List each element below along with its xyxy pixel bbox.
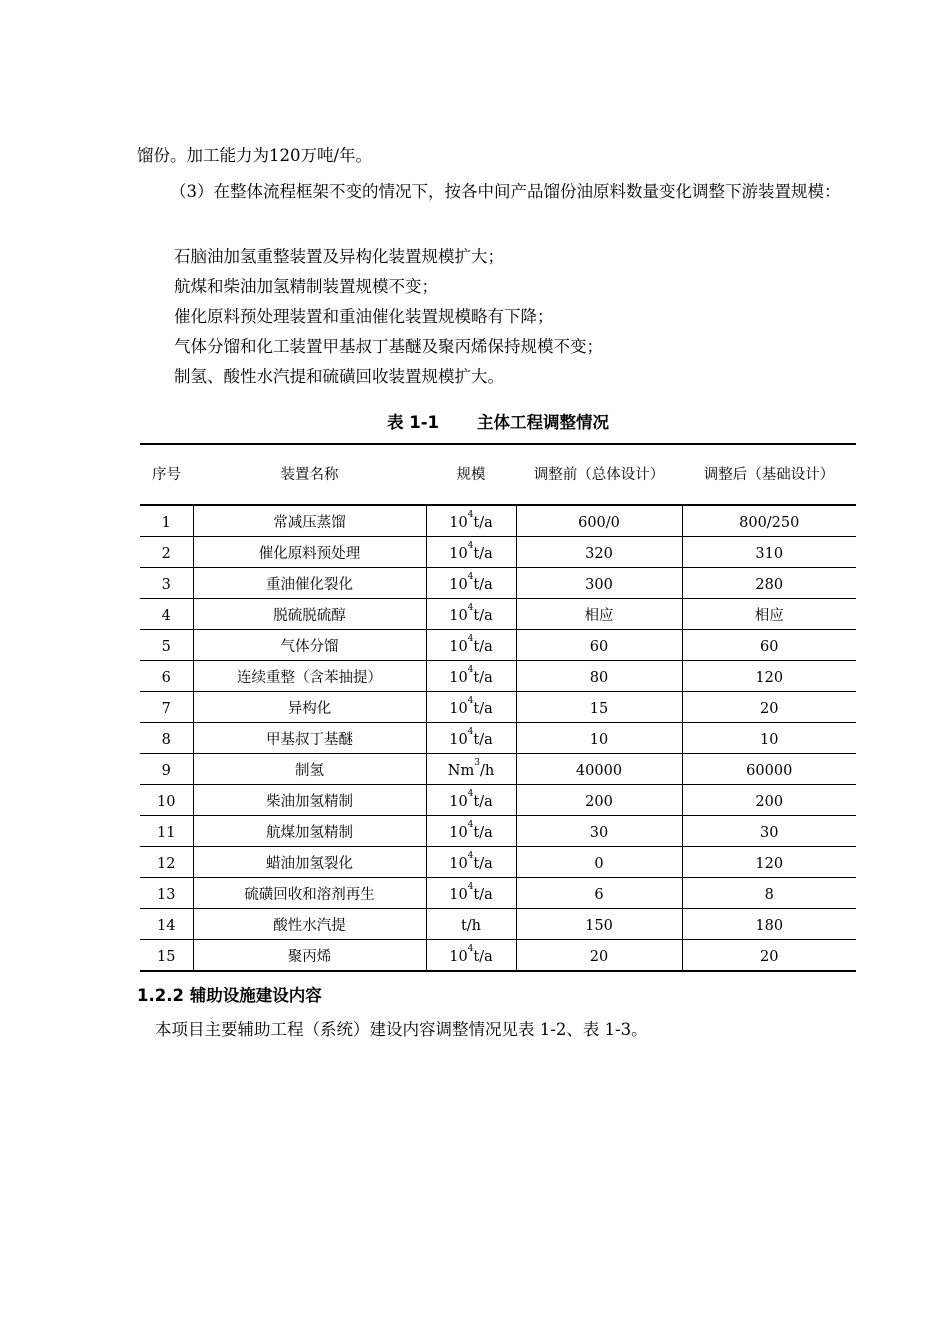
- cell-scale: [426, 630, 516, 661]
- cell-scale: [426, 723, 516, 754]
- cell-name: 聚丙烯: [193, 940, 426, 972]
- unit-superscript: 4: [467, 882, 474, 892]
- cell-scale: [426, 785, 516, 816]
- table-row: [140, 785, 856, 816]
- unit-tail: t/a: [473, 794, 493, 810]
- cell-name: 催化原料预处理: [193, 537, 426, 568]
- cell-name: 蜡油加氢裂化: [193, 847, 426, 878]
- unit-superscript: 4: [467, 944, 474, 954]
- table-row: [140, 847, 856, 878]
- cell-after: 800/250: [682, 505, 856, 537]
- cell-before: 0: [516, 847, 682, 878]
- cell-scale: [426, 661, 516, 692]
- table-row: [140, 599, 856, 630]
- table-row: [140, 661, 856, 692]
- cell-scale: [426, 940, 516, 972]
- unit-superscript: 4: [467, 603, 474, 613]
- cell-name: 气体分馏: [193, 630, 426, 661]
- cell-name: 异构化: [193, 692, 426, 723]
- table-row: [140, 723, 856, 754]
- cell-scale: [426, 754, 516, 785]
- cell-no: 3: [140, 568, 193, 599]
- table-row: [140, 878, 856, 909]
- cell-before: 60: [516, 630, 682, 661]
- cell-scale: [426, 847, 516, 878]
- cell-no: 15: [140, 940, 193, 972]
- cell-after: 30: [682, 816, 856, 847]
- header-no: 序号: [140, 444, 193, 505]
- cell-before: 20: [516, 940, 682, 972]
- cell-before: 200: [516, 785, 682, 816]
- unit-superscript: 4: [467, 696, 474, 706]
- unit-base: 10: [449, 887, 468, 903]
- table-row: [140, 940, 856, 972]
- header-name: 装置名称: [193, 444, 426, 505]
- cell-after: 60: [682, 630, 856, 661]
- list-item: 石脑油加氢重整装置及异构化装置规模扩大；: [174, 247, 504, 266]
- unit-base: 10: [449, 515, 468, 531]
- unit-superscript: 4: [467, 820, 474, 830]
- cell-name: 脱硫脱硫醇: [193, 599, 426, 630]
- cell-after: 120: [682, 847, 856, 878]
- cell-name: 酸性水汽提: [193, 909, 426, 940]
- paragraph-capacity: 馏份。加工能力为120万吨/年。: [137, 146, 373, 165]
- unit-tail: t/a: [473, 577, 493, 593]
- cell-no: 13: [140, 878, 193, 909]
- cell-before: 40000: [516, 754, 682, 785]
- unit-tail: /h: [479, 763, 495, 779]
- cell-before: 80: [516, 661, 682, 692]
- unit-tail: t/a: [473, 608, 493, 624]
- unit-tail: t/a: [473, 856, 493, 872]
- cell-after: 20: [682, 940, 856, 972]
- cell-after: 180: [682, 909, 856, 940]
- table-caption-number: 表 1-1: [386, 413, 440, 432]
- unit-superscript: 3: [474, 758, 480, 768]
- unit-superscript: 4: [467, 541, 474, 551]
- section-body: 本项目主要辅助工程（系统）建设内容调整情况见表 1-2、表 1-3。: [155, 1020, 648, 1039]
- cell-scale: [426, 878, 516, 909]
- cell-before: 相应: [516, 599, 682, 630]
- cell-name: 硫磺回收和溶剂再生: [193, 878, 426, 909]
- unit-base: 10: [449, 701, 468, 717]
- unit-tail: t/a: [473, 515, 493, 531]
- adjustment-list: [174, 242, 864, 392]
- unit-tail: t/a: [473, 732, 493, 748]
- cell-name: 连续重整（含苯抽提）: [193, 661, 426, 692]
- table-caption-title: 主体工程调整情况: [477, 413, 610, 432]
- unit-tail: t/a: [473, 701, 493, 717]
- unit-tail: t/a: [473, 825, 493, 841]
- cell-after: 280: [682, 568, 856, 599]
- header-before: [516, 444, 682, 505]
- cell-name: 制氢: [193, 754, 426, 785]
- unit-base: 10: [449, 856, 468, 872]
- unit-base: 10: [449, 577, 468, 593]
- cell-no: 8: [140, 723, 193, 754]
- table-row: [140, 692, 856, 723]
- cell-before: 600/0: [516, 505, 682, 537]
- unit-base: Nm: [447, 763, 475, 779]
- cell-no: 6: [140, 661, 193, 692]
- table-caption: [140, 407, 856, 439]
- cell-name: 常减压蒸馏: [193, 505, 426, 537]
- cell-after: 20: [682, 692, 856, 723]
- list-item: 制氢、酸性水汽提和硫磺回收装置规模扩大。: [174, 367, 504, 386]
- unit-superscript: 4: [467, 789, 474, 799]
- table-row: [140, 630, 856, 661]
- table-row: [140, 505, 856, 537]
- cell-after: 8: [682, 878, 856, 909]
- section-heading: 1.2.2 辅助设施建设内容: [137, 986, 322, 1005]
- table-row: [140, 754, 856, 785]
- cell-before: 6: [516, 878, 682, 909]
- header-before-text: 调整前（总体设计）: [533, 466, 665, 483]
- header-after: 调整后（基础设计）: [682, 444, 856, 505]
- unit-base: 10: [449, 794, 468, 810]
- cell-before: 320: [516, 537, 682, 568]
- table-row: [140, 537, 856, 568]
- table-row: [140, 568, 856, 599]
- cell-no: 1: [140, 505, 193, 537]
- header-scale: 规模: [426, 444, 516, 505]
- unit-base: 10: [449, 639, 468, 655]
- unit-tail: t/a: [473, 887, 493, 903]
- unit-base: t/h: [460, 918, 482, 934]
- list-item: 气体分馏和化工装置甲基叔丁基醚及聚丙烯保持规模不变；: [174, 337, 603, 356]
- unit-tail: t/a: [473, 670, 493, 686]
- cell-scale: [426, 537, 516, 568]
- cell-name: 重油催化裂化: [193, 568, 426, 599]
- cell-before: 150: [516, 909, 682, 940]
- cell-after: 相应: [682, 599, 856, 630]
- table-body: [140, 505, 856, 971]
- cell-scale: [426, 816, 516, 847]
- cell-no: 9: [140, 754, 193, 785]
- cell-name: 甲基叔丁基醚: [193, 723, 426, 754]
- cell-scale: [426, 568, 516, 599]
- cell-scale: [426, 505, 516, 537]
- cell-no: 2: [140, 537, 193, 568]
- unit-base: 10: [449, 732, 468, 748]
- cell-no: 4: [140, 599, 193, 630]
- unit-base: 10: [449, 608, 468, 624]
- unit-tail: t/a: [473, 546, 493, 562]
- unit-base: 10: [449, 546, 468, 562]
- cell-scale: [426, 692, 516, 723]
- cell-scale: [426, 909, 516, 940]
- cell-before: 10: [516, 723, 682, 754]
- cell-before: 15: [516, 692, 682, 723]
- cell-after: 200: [682, 785, 856, 816]
- unit-base: 10: [449, 949, 468, 965]
- cell-before: 300: [516, 568, 682, 599]
- unit-tail: t/a: [473, 639, 493, 655]
- unit-superscript: 4: [467, 510, 474, 520]
- list-item: 航煤和柴油加氢精制装置规模不变；: [174, 277, 438, 296]
- unit-superscript: 4: [467, 572, 474, 582]
- cell-after: 120: [682, 661, 856, 692]
- unit-superscript: 4: [467, 634, 474, 644]
- table-row: [140, 909, 856, 940]
- table-row: [140, 816, 856, 847]
- cell-after: 60000: [682, 754, 856, 785]
- cell-no: 14: [140, 909, 193, 940]
- cell-no: 7: [140, 692, 193, 723]
- cell-scale: [426, 599, 516, 630]
- main-project-table: [140, 443, 856, 972]
- paragraph-adjustment: （3）在整体流程框架不变的情况下，按各中间产品馏份油原料数量变化调整下游装置规模：: [170, 182, 841, 201]
- unit-base: 10: [449, 670, 468, 686]
- cell-no: 12: [140, 847, 193, 878]
- unit-superscript: 4: [467, 851, 474, 861]
- cell-name: 柴油加氢精制: [193, 785, 426, 816]
- unit-base: 10: [449, 825, 468, 841]
- cell-no: 5: [140, 630, 193, 661]
- cell-no: 11: [140, 816, 193, 847]
- cell-name: 航煤加氢精制: [193, 816, 426, 847]
- cell-no: 10: [140, 785, 193, 816]
- unit-superscript: 4: [467, 727, 474, 737]
- cell-after: 10: [682, 723, 856, 754]
- cell-after: 310: [682, 537, 856, 568]
- unit-tail: t/a: [473, 949, 493, 965]
- list-item: 催化原料预处理装置和重油催化装置规模略有下降；: [174, 307, 554, 326]
- unit-superscript: 4: [467, 665, 474, 675]
- table-header-row: [140, 444, 856, 505]
- cell-before: 30: [516, 816, 682, 847]
